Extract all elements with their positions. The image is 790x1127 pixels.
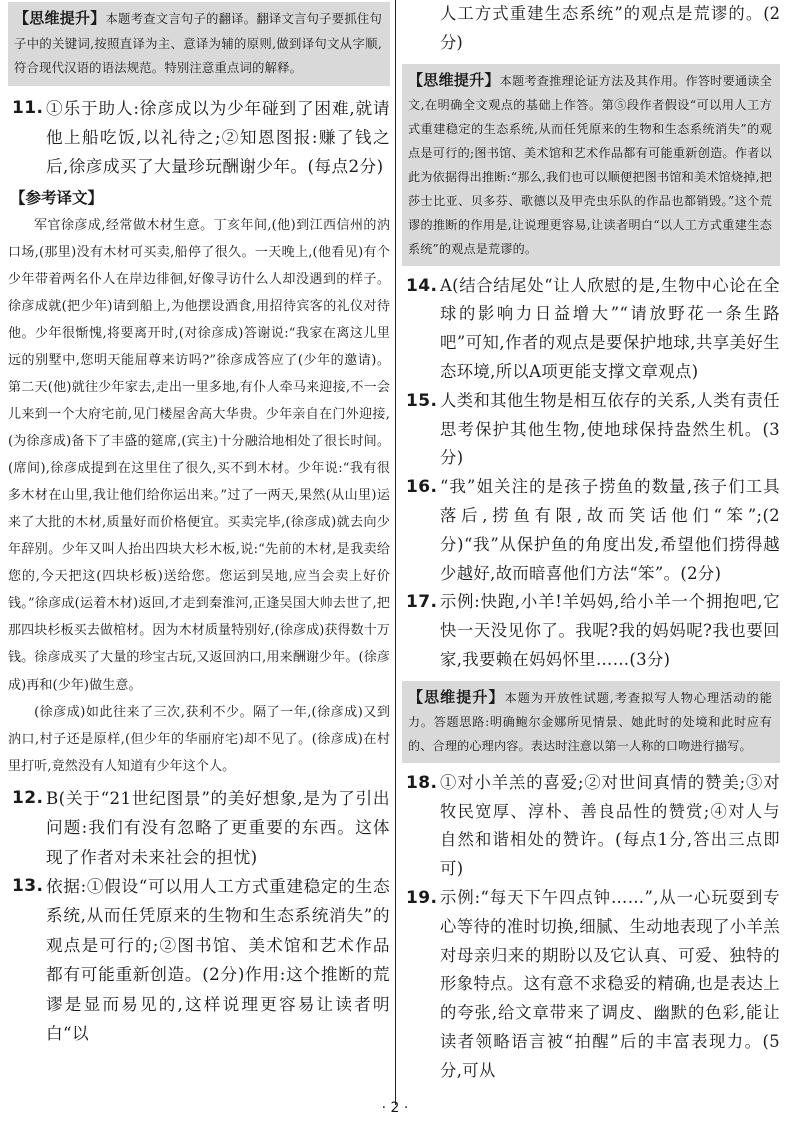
answer-text: 依据:①假设“可以用人工方式重建稳定的生态系统,从而任凭原来的生物和生态系统消失”的观点是可行的;②图书馆、美术馆和艺术作品都有可能重新创造。(2分)作用:这个推断的荒谬是显而易见的,这样说理更容易让读者明白“以 — [46, 876, 390, 1043]
box-tag: 【思维提升】 — [408, 70, 500, 89]
answer-18 — [402, 769, 780, 884]
translation-title: 【参考译文】 — [10, 188, 104, 207]
answer-13-continued: 人工方式重建生态系统”的观点是荒谬的。(2分) — [440, 4, 780, 52]
box-text: 本题为开放性试题,考查拟写人物心理活动的能力。答题思路:明确鲍尔金娜所见情景、她此时的处境和此时应有的、合理的心理内容。表达时注意以第一人称的口吻进行描写。 — [408, 690, 772, 753]
answer-text: 示例:快跑,小羊!羊妈妈,给小羊一个拥抱吧,它快一天没见你了。我呢?我的妈妈呢?我也要回家,我要赖在妈妈怀里……(3分) — [440, 592, 780, 669]
question-number: 15. — [406, 390, 438, 411]
answer-text: ①对小羊羔的喜爱;②对世间真情的赞美;③对牧民宽厚、淳朴、善良品性的赞赏;④对人与自然和谐相处的赞许。(每点1分,答出三点即可) — [440, 772, 780, 879]
question-number: 16. — [406, 477, 438, 498]
question-number: 19. — [406, 887, 438, 908]
answer-17 — [402, 588, 780, 674]
answer-11 — [8, 94, 390, 182]
answer-text: A(结合结尾处“让人欣慰的是,生物中心论在全球的影响力日益增大”“请放野花一条生路吧”可知,作者的观点是要保护地球,共享美好生态环境,所以A项更能支撑文章观点) — [440, 275, 780, 381]
question-number: 17. — [406, 592, 438, 613]
thinking-box-reasoning — [402, 64, 780, 266]
answer-14 — [402, 272, 780, 387]
box-tag: 【思维提升】 — [14, 9, 106, 27]
question-number: 11. — [12, 97, 44, 118]
answer-text: ①乐于助人:徐彦成以为少年碰到了困难,就请他上船吃饭,以礼待之;②知恩图报:赚了钱之后,徐彦成买了大量珍玩酬谢少年。(每点2分) — [46, 98, 390, 177]
answer-13 — [8, 872, 390, 1048]
page-number: · 2 · — [381, 1100, 409, 1116]
question-number: 12. — [12, 787, 44, 808]
translation-paragraph-1: 军官徐彦成,经常做木材生意。丁亥年间,(他)到江西信州的汭口场,(那里)没有木材可买卖,船停了很久。一天晚上,(他看见)有个少年带着两名仆人在岸边徘徊,好像寻访什么人却没遇到的样子。徐彦成就(把少年)请到船上,为他摆设酒食,用招待宾客的礼仪对待他。少年很惭愧,将要离开时,(对徐彦成)答谢说:“我家在离这儿里远的别墅中,您明天能屈尊来访吗?”徐彦成答应了(少年的邀请)。第二天(他)就往少年家去,走出一里多地,有仆人牵马来迎接,不一会儿来到一个大府宅前,见门楼屋舍高大华贵。少年亲自在门外迎接,(为徐彦成)备下了丰盛的筵席,(宾主)十分融洽地相处了很长时间。(席间),徐彦成提到在这里住了很久,买不到木材。少年说:“我有很多木材在山里,我让他们给你运出来。”过了一两天,果然(从山里)运来了大批的木材,质量好而价格便宜。买卖完毕,(徐彦成)就去向少年辞别。少年又叫人抬出四块大杉木板,说:“先前的木材,是我卖给您的,今天把这(四块杉板)送给您。您运到吴地,应当会卖上好价钱。”徐彦成(运着木材)返回,才走到秦淮河,正逢吴国大帅去世了,把那四块杉板买去做棺材。因为木材质量特别好,(徐彦成)获得数十万钱。徐彦成买了大量的珍宝古玩,又返回汭口,用来酬谢少年。(徐彦成)再和(少年)做生意。 — [8, 217, 390, 693]
answer-text: 示例:“每天下午四点钟……”,从一心玩耍到专心等待的准时切换,细腻、生动地表现了小羊羔对母亲归来的期盼以及它认真、可爱、独特的形象特点。这有意不求稳妥的精确,也是表达上的夸张,给文章带来了调皮、幽默的色彩,能让读者领略语言被“拍醒”后的丰富表现力。(5分,可从 — [440, 887, 780, 1080]
box-text: 本题考查推理论证方法及其作用。作答时要通读全文,在明确全文观点的基础上作答。第⑤段作者假设“可以用人工方式重建稳定的生态系统,从而任凭原来的生物和生态系统消失”的观点是可行的;图书馆、美术馆和艺术作品都有可能重新创造。作者以此为依据得出推断:“那么,我们也可以顺便把图书馆和美术馆烧掉,把莎士比亚、贝多芬、歌德以及甲壳虫乐队的作品也都销毁。”这个荒谬的推断的作用是,让说理更容易,让读者明白“以人工方式重建生态系统”的观点是荒谬的。 — [408, 73, 772, 256]
translation-paragraph-2: (徐彦成)如此往来了三次,获利不少。隔了一年,(徐彦成)又到汭口,村子还是原样,(但少年的华丽府宅)却不见了。(徐彦成)在村里打听,竟然没有人知道有少年这个人。 — [8, 704, 390, 774]
answer-15 — [402, 387, 780, 473]
question-number: 14. — [406, 275, 438, 296]
answer-12 — [8, 784, 390, 872]
column-divider — [395, 0, 396, 1105]
thinking-box-open-question — [402, 681, 780, 763]
box-tag: 【思维提升】 — [408, 687, 505, 706]
thinking-box-translation — [8, 2, 390, 86]
box-text: 本题考查文言句子的翻译。翻译文言句子要抓住句子中的关键词,按照直译为主、意译为辅的原则,做到译句文从字顺,符合现代汉语的语法规范。特别注意重点词的解释。 — [14, 12, 382, 75]
right-column — [402, 0, 780, 1086]
answer-19 — [402, 884, 780, 1086]
answer-text: 人类和其他生物是相互依存的关系,人类有责任思考保护其他生物,使地球保持盎然生机。(3分) — [440, 390, 780, 468]
answer-text: “我”姐关注的是孩子捞鱼的数量,孩子们工具落后,捞鱼有限,故而笑话他们“笨”;(2分)“我”从保护鱼的角度出发,希望他们捞得越少越好,故而暗喜他们方法“笨”。(2分) — [440, 477, 780, 583]
answer-text: B(关于“21世纪图景”的美好想象,是为了引出问题:我们有没有忽略了更重要的东西。这体现了作者对未来社会的担忧) — [46, 788, 390, 867]
left-column — [8, 0, 390, 1048]
question-number: 18. — [406, 772, 438, 793]
question-number: 13. — [12, 875, 44, 896]
answer-16 — [402, 473, 780, 588]
